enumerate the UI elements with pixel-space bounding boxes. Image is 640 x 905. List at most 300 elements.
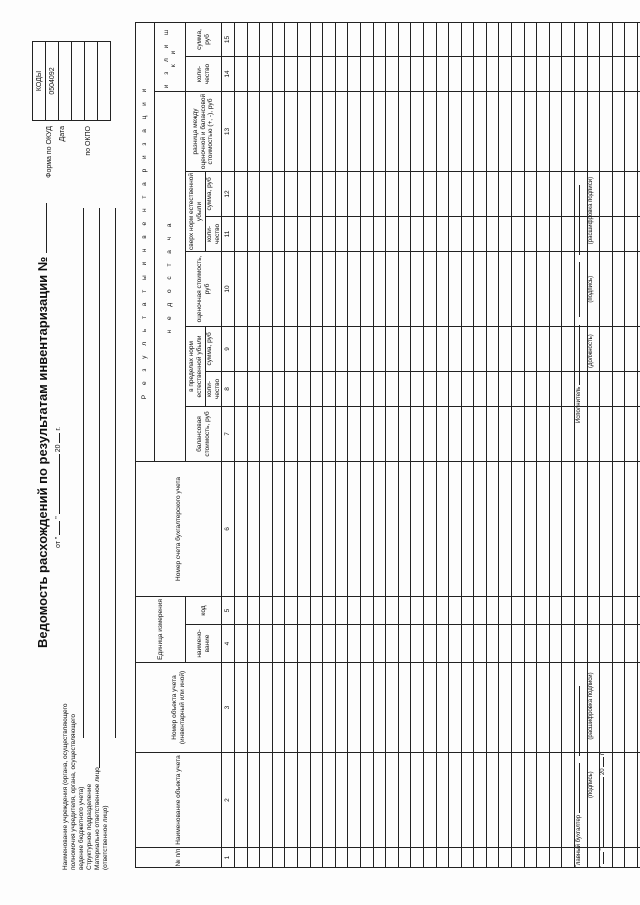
table-cell[interactable] (360, 753, 373, 848)
table-cell[interactable] (474, 326, 487, 371)
table-cell[interactable] (449, 753, 462, 848)
table-cell[interactable] (436, 326, 449, 371)
table-cell[interactable] (348, 461, 361, 596)
table-cell[interactable] (247, 753, 260, 848)
table-cell[interactable] (512, 91, 525, 171)
table-cell[interactable] (285, 371, 298, 406)
table-cell[interactable] (260, 171, 273, 216)
table-cell[interactable] (499, 461, 512, 596)
table-cell[interactable] (486, 56, 499, 91)
table-cell[interactable] (549, 251, 562, 326)
table-cell[interactable] (474, 371, 487, 406)
table-cell[interactable] (272, 625, 285, 663)
table-cell[interactable] (247, 663, 260, 753)
table-cell[interactable] (285, 406, 298, 461)
table-cell[interactable] (247, 461, 260, 596)
table-cell[interactable] (549, 22, 562, 56)
table-cell[interactable] (323, 848, 336, 868)
table-cell[interactable] (524, 406, 537, 461)
table-cell[interactable] (398, 753, 411, 848)
table-cell[interactable] (625, 216, 638, 251)
table-cell[interactable] (486, 326, 499, 371)
table-cell[interactable] (549, 56, 562, 91)
table-cell[interactable] (398, 663, 411, 753)
table-cell[interactable] (625, 596, 638, 624)
table-cell[interactable] (398, 406, 411, 461)
table-cell[interactable] (310, 753, 323, 848)
table-cell[interactable] (335, 596, 348, 624)
table-cell[interactable] (297, 406, 310, 461)
table-cell[interactable] (524, 22, 537, 56)
table-cell[interactable] (360, 406, 373, 461)
table-cell[interactable] (235, 663, 248, 753)
table-cell[interactable] (411, 461, 424, 596)
footer-year-field[interactable] (603, 757, 604, 767)
year-field[interactable] (59, 433, 60, 443)
table-cell[interactable] (625, 171, 638, 216)
table-cell[interactable] (499, 625, 512, 663)
table-cell[interactable] (260, 596, 273, 624)
table-cell[interactable] (524, 91, 537, 171)
table-cell[interactable] (260, 326, 273, 371)
table-cell[interactable] (449, 22, 462, 56)
doc-number-field[interactable] (36, 203, 47, 253)
chief-signature-field[interactable] (579, 763, 580, 813)
table-cell[interactable] (348, 56, 361, 91)
table-cell[interactable] (474, 596, 487, 624)
table-cell[interactable] (524, 596, 537, 624)
table-cell[interactable] (474, 22, 487, 56)
table-cell[interactable] (524, 753, 537, 848)
table-cell[interactable] (272, 596, 285, 624)
table-cell[interactable] (461, 625, 474, 663)
table-cell[interactable] (411, 56, 424, 91)
table-cell[interactable] (348, 251, 361, 326)
table-cell[interactable] (423, 461, 436, 596)
table-cell[interactable] (499, 753, 512, 848)
table-cell[interactable] (297, 91, 310, 171)
table-cell[interactable] (423, 326, 436, 371)
table-cell[interactable] (285, 22, 298, 56)
table-cell[interactable] (449, 461, 462, 596)
table-cell[interactable] (549, 625, 562, 663)
table-cell[interactable] (524, 216, 537, 251)
table-cell[interactable] (436, 461, 449, 596)
table-cell[interactable] (285, 625, 298, 663)
table-cell[interactable] (272, 326, 285, 371)
table-cell[interactable] (449, 371, 462, 406)
table-cell[interactable] (625, 326, 638, 371)
table-cell[interactable] (499, 171, 512, 216)
table-cell[interactable] (297, 461, 310, 596)
table-cell[interactable] (461, 596, 474, 624)
table-cell[interactable] (323, 371, 336, 406)
table-cell[interactable] (625, 625, 638, 663)
table-cell[interactable] (272, 848, 285, 868)
table-cell[interactable] (348, 848, 361, 868)
table-cell[interactable] (235, 251, 248, 326)
table-cell[interactable] (348, 216, 361, 251)
table-cell[interactable] (373, 216, 386, 251)
table-cell[interactable] (449, 596, 462, 624)
table-cell[interactable] (386, 216, 399, 251)
table-cell[interactable] (524, 171, 537, 216)
executor-position-field[interactable] (579, 325, 580, 385)
table-cell[interactable] (348, 596, 361, 624)
table-cell[interactable] (549, 406, 562, 461)
table-cell[interactable] (411, 22, 424, 56)
table-cell[interactable] (360, 663, 373, 753)
table-cell[interactable] (499, 326, 512, 371)
table-cell[interactable] (260, 56, 273, 91)
table-cell[interactable] (411, 326, 424, 371)
table-cell[interactable] (348, 753, 361, 848)
table-cell[interactable] (310, 216, 323, 251)
table-cell[interactable] (625, 406, 638, 461)
table-cell[interactable] (335, 216, 348, 251)
table-cell[interactable] (486, 663, 499, 753)
table-cell[interactable] (285, 56, 298, 91)
table-cell[interactable] (411, 171, 424, 216)
table-cell[interactable] (386, 371, 399, 406)
month-field[interactable] (59, 454, 60, 514)
table-cell[interactable] (360, 56, 373, 91)
executor-signature-field[interactable] (579, 262, 580, 317)
table-cell[interactable] (360, 848, 373, 868)
table-cell[interactable] (272, 663, 285, 753)
table-cell[interactable] (235, 326, 248, 371)
table-cell[interactable] (247, 848, 260, 868)
table-cell[interactable] (360, 326, 373, 371)
table-cell[interactable] (474, 56, 487, 91)
table-cell[interactable] (436, 91, 449, 171)
table-cell[interactable] (360, 216, 373, 251)
table-cell[interactable] (323, 22, 336, 56)
table-cell[interactable] (285, 663, 298, 753)
table-cell[interactable] (335, 406, 348, 461)
table-cell[interactable] (537, 216, 550, 251)
table-cell[interactable] (373, 22, 386, 56)
table-cell[interactable] (235, 56, 248, 91)
table-cell[interactable] (335, 326, 348, 371)
table-cell[interactable] (499, 22, 512, 56)
table-cell[interactable] (323, 326, 336, 371)
table-cell[interactable] (423, 663, 436, 753)
table-cell[interactable] (461, 371, 474, 406)
table-cell[interactable] (310, 56, 323, 91)
table-cell[interactable] (486, 461, 499, 596)
table-cell[interactable] (310, 663, 323, 753)
table-cell[interactable] (423, 371, 436, 406)
table-cell[interactable] (360, 461, 373, 596)
table-cell[interactable] (411, 753, 424, 848)
table-cell[interactable] (373, 326, 386, 371)
table-cell[interactable] (285, 596, 298, 624)
table-cell[interactable] (512, 56, 525, 91)
table-cell[interactable] (537, 91, 550, 171)
table-cell[interactable] (335, 848, 348, 868)
table-cell[interactable] (297, 326, 310, 371)
table-cell[interactable] (474, 461, 487, 596)
table-cell[interactable] (625, 753, 638, 848)
table-cell[interactable] (386, 753, 399, 848)
table-cell[interactable] (323, 625, 336, 663)
table-cell[interactable] (373, 56, 386, 91)
table-cell[interactable] (235, 406, 248, 461)
table-cell[interactable] (524, 663, 537, 753)
table-cell[interactable] (449, 91, 462, 171)
table-cell[interactable] (335, 56, 348, 91)
table-cell[interactable] (235, 596, 248, 624)
table-cell[interactable] (537, 371, 550, 406)
table-cell[interactable] (272, 91, 285, 171)
table-cell[interactable] (373, 461, 386, 596)
table-cell[interactable] (461, 848, 474, 868)
table-cell[interactable] (310, 326, 323, 371)
table-cell[interactable] (260, 663, 273, 753)
table-cell[interactable] (398, 91, 411, 171)
table-cell[interactable] (549, 91, 562, 171)
table-cell[interactable] (423, 22, 436, 56)
table-cell[interactable] (247, 171, 260, 216)
table-cell[interactable] (436, 848, 449, 868)
table-cell[interactable] (486, 753, 499, 848)
table-cell[interactable] (398, 371, 411, 406)
table-cell[interactable] (348, 171, 361, 216)
table-cell[interactable] (537, 251, 550, 326)
table-cell[interactable] (436, 663, 449, 753)
table-cell[interactable] (335, 753, 348, 848)
table-cell[interactable] (247, 326, 260, 371)
division-field[interactable] (99, 208, 100, 768)
table-cell[interactable] (537, 625, 550, 663)
table-cell[interactable] (625, 56, 638, 91)
table-cell[interactable] (272, 22, 285, 56)
table-cell[interactable] (272, 753, 285, 848)
table-cell[interactable] (537, 56, 550, 91)
table-cell[interactable] (499, 56, 512, 91)
table-cell[interactable] (335, 171, 348, 216)
table-cell[interactable] (461, 56, 474, 91)
table-cell[interactable] (549, 461, 562, 596)
table-cell[interactable] (373, 406, 386, 461)
table-cell[interactable] (398, 56, 411, 91)
table-cell[interactable] (323, 753, 336, 848)
table-cell[interactable] (260, 371, 273, 406)
table-cell[interactable] (549, 596, 562, 624)
table-cell[interactable] (625, 91, 638, 171)
table-cell[interactable] (360, 596, 373, 624)
table-cell[interactable] (373, 625, 386, 663)
table-cell[interactable] (335, 461, 348, 596)
table-cell[interactable] (461, 251, 474, 326)
table-cell[interactable] (247, 22, 260, 56)
table-cell[interactable] (486, 596, 499, 624)
table-cell[interactable] (272, 251, 285, 326)
table-cell[interactable] (272, 216, 285, 251)
table-cell[interactable] (461, 326, 474, 371)
table-cell[interactable] (524, 56, 537, 91)
table-cell[interactable] (373, 371, 386, 406)
table-cell[interactable] (373, 848, 386, 868)
table-cell[interactable] (260, 251, 273, 326)
table-cell[interactable] (398, 326, 411, 371)
table-cell[interactable] (486, 91, 499, 171)
table-cell[interactable] (474, 663, 487, 753)
table-cell[interactable] (260, 216, 273, 251)
table-cell[interactable] (360, 91, 373, 171)
table-cell[interactable] (235, 625, 248, 663)
table-cell[interactable] (474, 171, 487, 216)
table-cell[interactable] (512, 461, 525, 596)
table-cell[interactable] (537, 461, 550, 596)
table-cell[interactable] (423, 753, 436, 848)
footer-day-field[interactable] (603, 852, 604, 864)
table-cell[interactable] (486, 251, 499, 326)
table-cell[interactable] (310, 22, 323, 56)
table-cell[interactable] (310, 406, 323, 461)
table-cell[interactable] (549, 848, 562, 868)
table-cell[interactable] (297, 625, 310, 663)
table-cell[interactable] (310, 461, 323, 596)
table-cell[interactable] (272, 461, 285, 596)
table-cell[interactable] (423, 406, 436, 461)
table-cell[interactable] (486, 171, 499, 216)
table-cell[interactable] (297, 371, 310, 406)
table-cell[interactable] (461, 663, 474, 753)
table-cell[interactable] (411, 596, 424, 624)
table-cell[interactable] (247, 56, 260, 91)
table-cell[interactable] (335, 91, 348, 171)
table-cell[interactable] (499, 371, 512, 406)
table-cell[interactable] (449, 171, 462, 216)
table-cell[interactable] (297, 251, 310, 326)
table-cell[interactable] (411, 848, 424, 868)
table-cell[interactable] (285, 461, 298, 596)
table-cell[interactable] (512, 406, 525, 461)
table-cell[interactable] (247, 625, 260, 663)
executor-decryption-field[interactable] (579, 185, 580, 255)
table-cell[interactable] (461, 216, 474, 251)
table-cell[interactable] (260, 625, 273, 663)
table-cell[interactable] (461, 22, 474, 56)
table-cell[interactable] (247, 216, 260, 251)
table-cell[interactable] (549, 326, 562, 371)
table-cell[interactable] (323, 663, 336, 753)
table-cell[interactable] (235, 216, 248, 251)
table-cell[interactable] (537, 22, 550, 56)
table-cell[interactable] (436, 56, 449, 91)
table-cell[interactable] (348, 371, 361, 406)
table-cell[interactable] (323, 461, 336, 596)
table-cell[interactable] (260, 406, 273, 461)
table-cell[interactable] (310, 848, 323, 868)
table-cell[interactable] (335, 371, 348, 406)
table-cell[interactable] (524, 461, 537, 596)
table-cell[interactable] (537, 326, 550, 371)
table-cell[interactable] (411, 216, 424, 251)
table-cell[interactable] (549, 753, 562, 848)
table-cell[interactable] (411, 371, 424, 406)
table-cell[interactable] (549, 371, 562, 406)
table-cell[interactable] (449, 326, 462, 371)
table-cell[interactable] (486, 848, 499, 868)
table-cell[interactable] (373, 91, 386, 171)
table-cell[interactable] (386, 56, 399, 91)
table-cell[interactable] (436, 171, 449, 216)
table-cell[interactable] (474, 251, 487, 326)
table-cell[interactable] (398, 216, 411, 251)
table-cell[interactable] (285, 216, 298, 251)
table-cell[interactable] (461, 461, 474, 596)
table-cell[interactable] (474, 625, 487, 663)
table-cell[interactable] (524, 848, 537, 868)
table-cell[interactable] (449, 625, 462, 663)
table-cell[interactable] (235, 848, 248, 868)
table-cell[interactable] (411, 625, 424, 663)
table-cell[interactable] (625, 848, 638, 868)
table-cell[interactable] (260, 22, 273, 56)
table-cell[interactable] (524, 625, 537, 663)
table-cell[interactable] (524, 326, 537, 371)
table-cell[interactable] (297, 22, 310, 56)
chief-decryption-field[interactable] (579, 686, 580, 756)
table-cell[interactable] (297, 171, 310, 216)
table-cell[interactable] (486, 406, 499, 461)
table-cell[interactable] (423, 171, 436, 216)
table-cell[interactable] (474, 216, 487, 251)
table-cell[interactable] (499, 216, 512, 251)
table-cell[interactable] (499, 251, 512, 326)
table-cell[interactable] (335, 251, 348, 326)
table-cell[interactable] (386, 251, 399, 326)
table-cell[interactable] (449, 216, 462, 251)
table-cell[interactable] (386, 461, 399, 596)
table-cell[interactable] (348, 91, 361, 171)
table-cell[interactable] (436, 216, 449, 251)
table-cell[interactable] (423, 596, 436, 624)
table-cell[interactable] (512, 326, 525, 371)
table-cell[interactable] (386, 406, 399, 461)
table-cell[interactable] (348, 22, 361, 56)
table-cell[interactable] (323, 91, 336, 171)
table-cell[interactable] (449, 56, 462, 91)
table-cell[interactable] (398, 251, 411, 326)
table-cell[interactable] (537, 753, 550, 848)
table-cell[interactable] (235, 371, 248, 406)
table-cell[interactable] (486, 22, 499, 56)
table-cell[interactable] (512, 663, 525, 753)
table-cell[interactable] (411, 91, 424, 171)
table-cell[interactable] (499, 596, 512, 624)
table-cell[interactable] (512, 216, 525, 251)
table-cell[interactable] (423, 91, 436, 171)
table-cell[interactable] (386, 326, 399, 371)
table-cell[interactable] (625, 22, 638, 56)
table-cell[interactable] (235, 461, 248, 596)
org-name-field[interactable] (83, 208, 84, 738)
table-cell[interactable] (423, 251, 436, 326)
day-field[interactable] (59, 521, 60, 535)
table-cell[interactable] (310, 371, 323, 406)
table-cell[interactable] (373, 251, 386, 326)
table-cell[interactable] (398, 171, 411, 216)
table-cell[interactable] (423, 848, 436, 868)
table-cell[interactable] (411, 251, 424, 326)
table-cell[interactable] (486, 216, 499, 251)
table-cell[interactable] (449, 406, 462, 461)
table-cell[interactable] (398, 461, 411, 596)
